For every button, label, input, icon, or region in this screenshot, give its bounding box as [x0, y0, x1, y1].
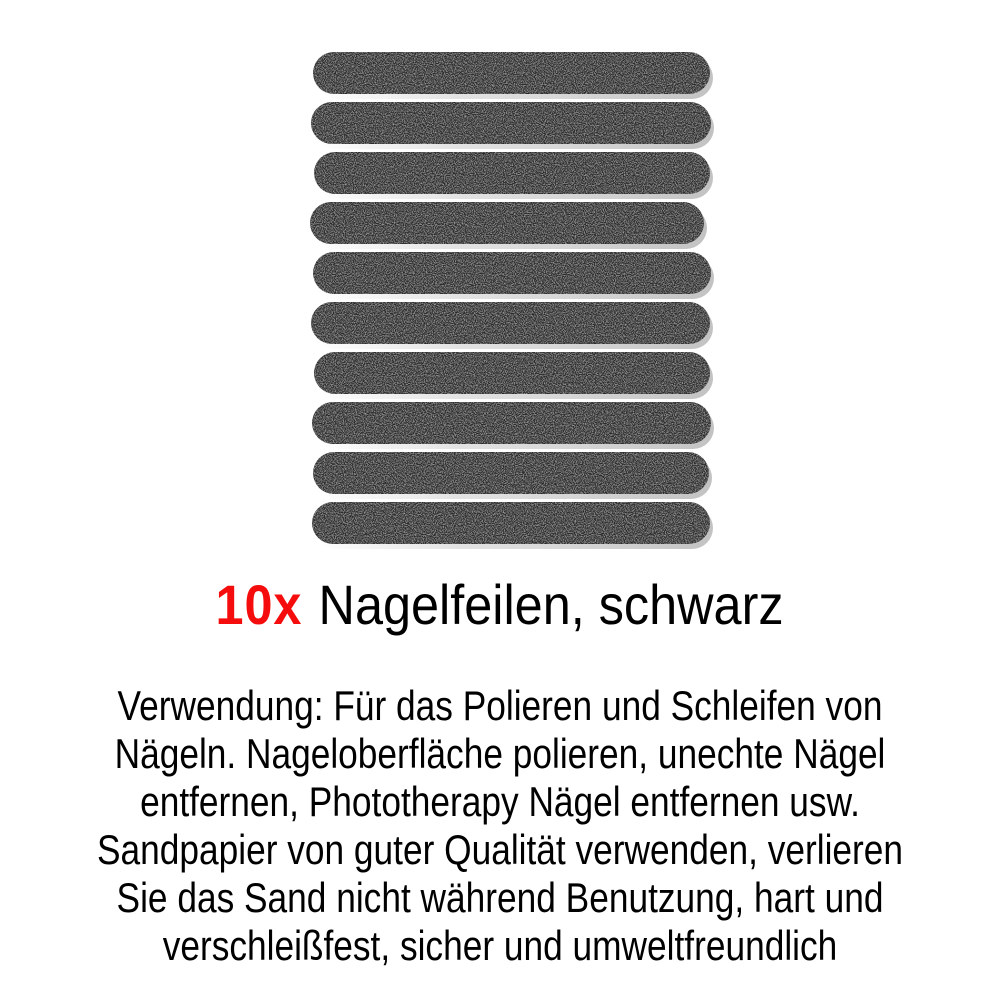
product-title [0, 572, 1000, 638]
product-description [0, 682, 1000, 970]
nail-file-7 [314, 352, 713, 399]
nail-file-4 [310, 202, 707, 249]
description-line: Sie das Sand nicht während Benutzung, hart und [116, 874, 884, 921]
nail-file-6 [311, 302, 713, 349]
description-line: Verwendung: Für das Polieren und Schleifen von [117, 682, 883, 729]
nail-file-10 [312, 502, 713, 549]
nail-file-8 [312, 402, 714, 449]
nail-file-5 [313, 252, 714, 299]
product-title-inner [216, 572, 784, 638]
quantity-label: 10x [215, 573, 303, 636]
nail-file-3 [314, 152, 713, 199]
nail-file-1 [313, 52, 713, 99]
description-line: entfernen, Phototherapy Nägel entfernen usw. [140, 778, 860, 825]
description-line: Sandpapier von guter Qualität verwenden, verlieren [96, 826, 904, 873]
description-line: verschleißfest, sicher und umweltfreundlich [162, 922, 838, 969]
description-line: Nägeln. Nageloberfläche polieren, unechte Nägel [114, 730, 886, 777]
product-name-label: Nagelfeilen, schwarz [318, 573, 785, 636]
nail-file-9 [313, 452, 712, 499]
nail-file-2 [311, 102, 714, 149]
